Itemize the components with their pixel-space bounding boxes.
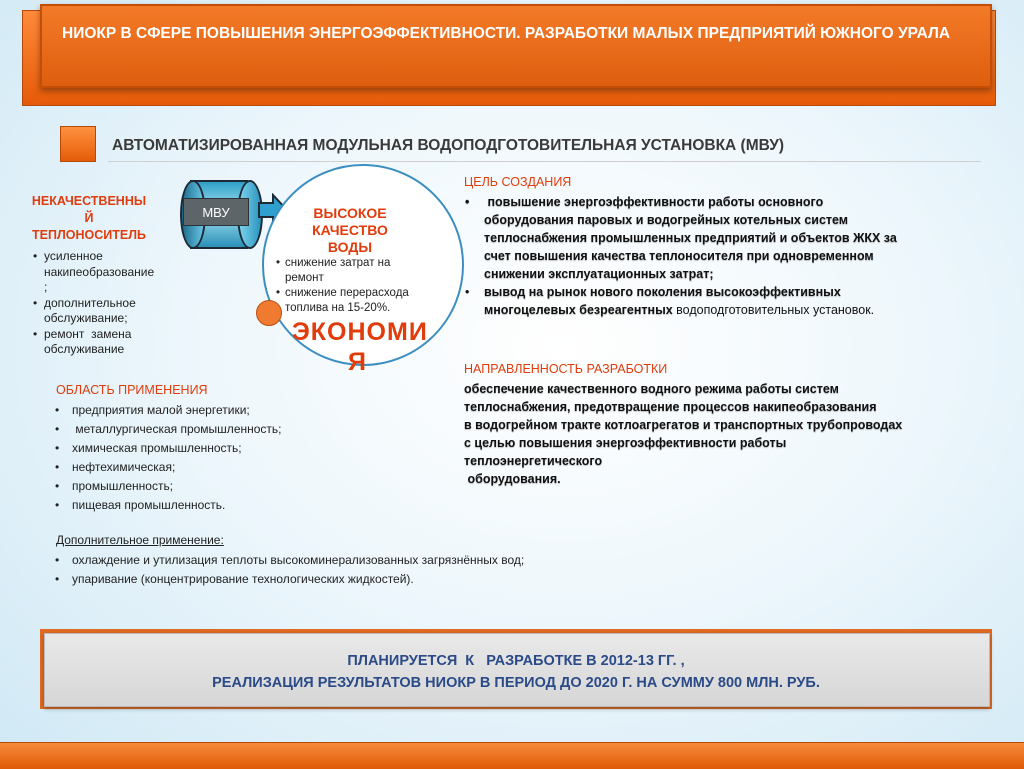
problem-list [30,249,182,358]
list-item: • снижение перерасхода топлива на 15-20%. [276,286,446,316]
list-item: • нефтехимическая; [52,458,452,477]
mvu-label: МВУ [183,198,249,226]
list-item: • предприятия малой энергетики; [52,401,452,420]
section-title: АВТОМАТИЗИРОВАННАЯ МОДУЛЬНАЯ ВОДОПОДГОТОВИТЕЛЬНАЯ УСТАНОВКА (МВУ) [112,137,785,154]
list-item: • ремонт замена обслуживание [30,327,182,358]
divider [108,161,981,162]
economy-label-end: Я [348,348,366,376]
banner-text: ПЛАНИРУЕТСЯ К РАЗРАБОТКЕ В 2012-13 ГГ. , РЕАЛИЗАЦИЯ РЕЗУЛЬТАТОВ НИОКР В ПЕРИОД ДО 2020 Г. НА СУММУ 800 МЛН. РУБ. [212,653,820,691]
problem-title [26,193,152,244]
direction-title: НАПРАВЛЕННОСТЬ РАЗРАБОТКИ [464,362,668,376]
result-list [276,256,446,316]
list-item: • снижение затрат на ремонт [276,256,446,286]
result-title: ВЫСОКОЕ КАЧЕСТВО ВОДЫ [312,205,388,255]
extra-application-list [52,551,672,589]
goal-list [462,193,977,319]
application-list [52,401,452,515]
list-item: • упаривание (концентрирование технологических жидкостей). [52,570,672,589]
problem-title-line: НЕКАЧЕСТВЕННЫ [31,194,147,208]
problem-title-line: Й [84,211,94,225]
list-item: • химическая промышленность; [52,439,452,458]
goal-title: ЦЕЛЬ СОЗДАНИЯ [464,175,572,189]
direction-text: обеспечение качественного водного режима работы систем теплоснабжения, предотвращение процессов накипеобразования в водогрейном тракте котлоагрегатов и транспортных трубопроводах с целью повышения энергоэффективности работы теплоэнергетического оборудования. [464,382,903,486]
subtitle-marker [60,126,96,162]
page-title: НИОКР В СФЕРЕ ПОВЫШЕНИЯ ЭНЕРГОЭФФЕКТИВНОСТИ. РАЗРАБОТКИ МАЛЫХ ПРЕДПРИЯТИЙ ЮЖНОГО УРАЛА [62,25,951,42]
list-item: • усиленное накипеобразование ; [30,249,182,296]
list-item: • вывод на рынок нового поколения высокоэффективных многоцелевых безреагентных водоподготовительных установок. [462,283,977,319]
footer-bar [0,742,1024,769]
list-item: • охлаждение и утилизация теплоты высокоминерализованных загрязнённых вод; [52,551,672,570]
header-panel [40,4,992,88]
list-item: • дополнительное обслуживание; [30,296,182,327]
economy-label: ЭКОНОМИ [292,318,428,346]
list-item: • повышение энергоэффективности работы основного оборудования паровых и водогрейных котельных систем теплоснабжения промышленных предприятий и объектов ЖКХ за счет повышения качества теплоносителя при одновременном снижении эксплуатационных затрат; [462,193,977,283]
extra-application-title: Дополнительное применение: [56,533,224,547]
circle-icon [256,300,282,326]
list-item: • металлургическая промышленность; [52,420,452,439]
problem-title-line: ТЕПЛОНОСИТЕЛЬ [32,228,146,242]
application-title: ОБЛАСТЬ ПРИМЕНЕНИЯ [56,383,208,397]
list-item: • промышленность; [52,477,452,496]
list-item: • пищевая промышленность. [52,496,452,515]
